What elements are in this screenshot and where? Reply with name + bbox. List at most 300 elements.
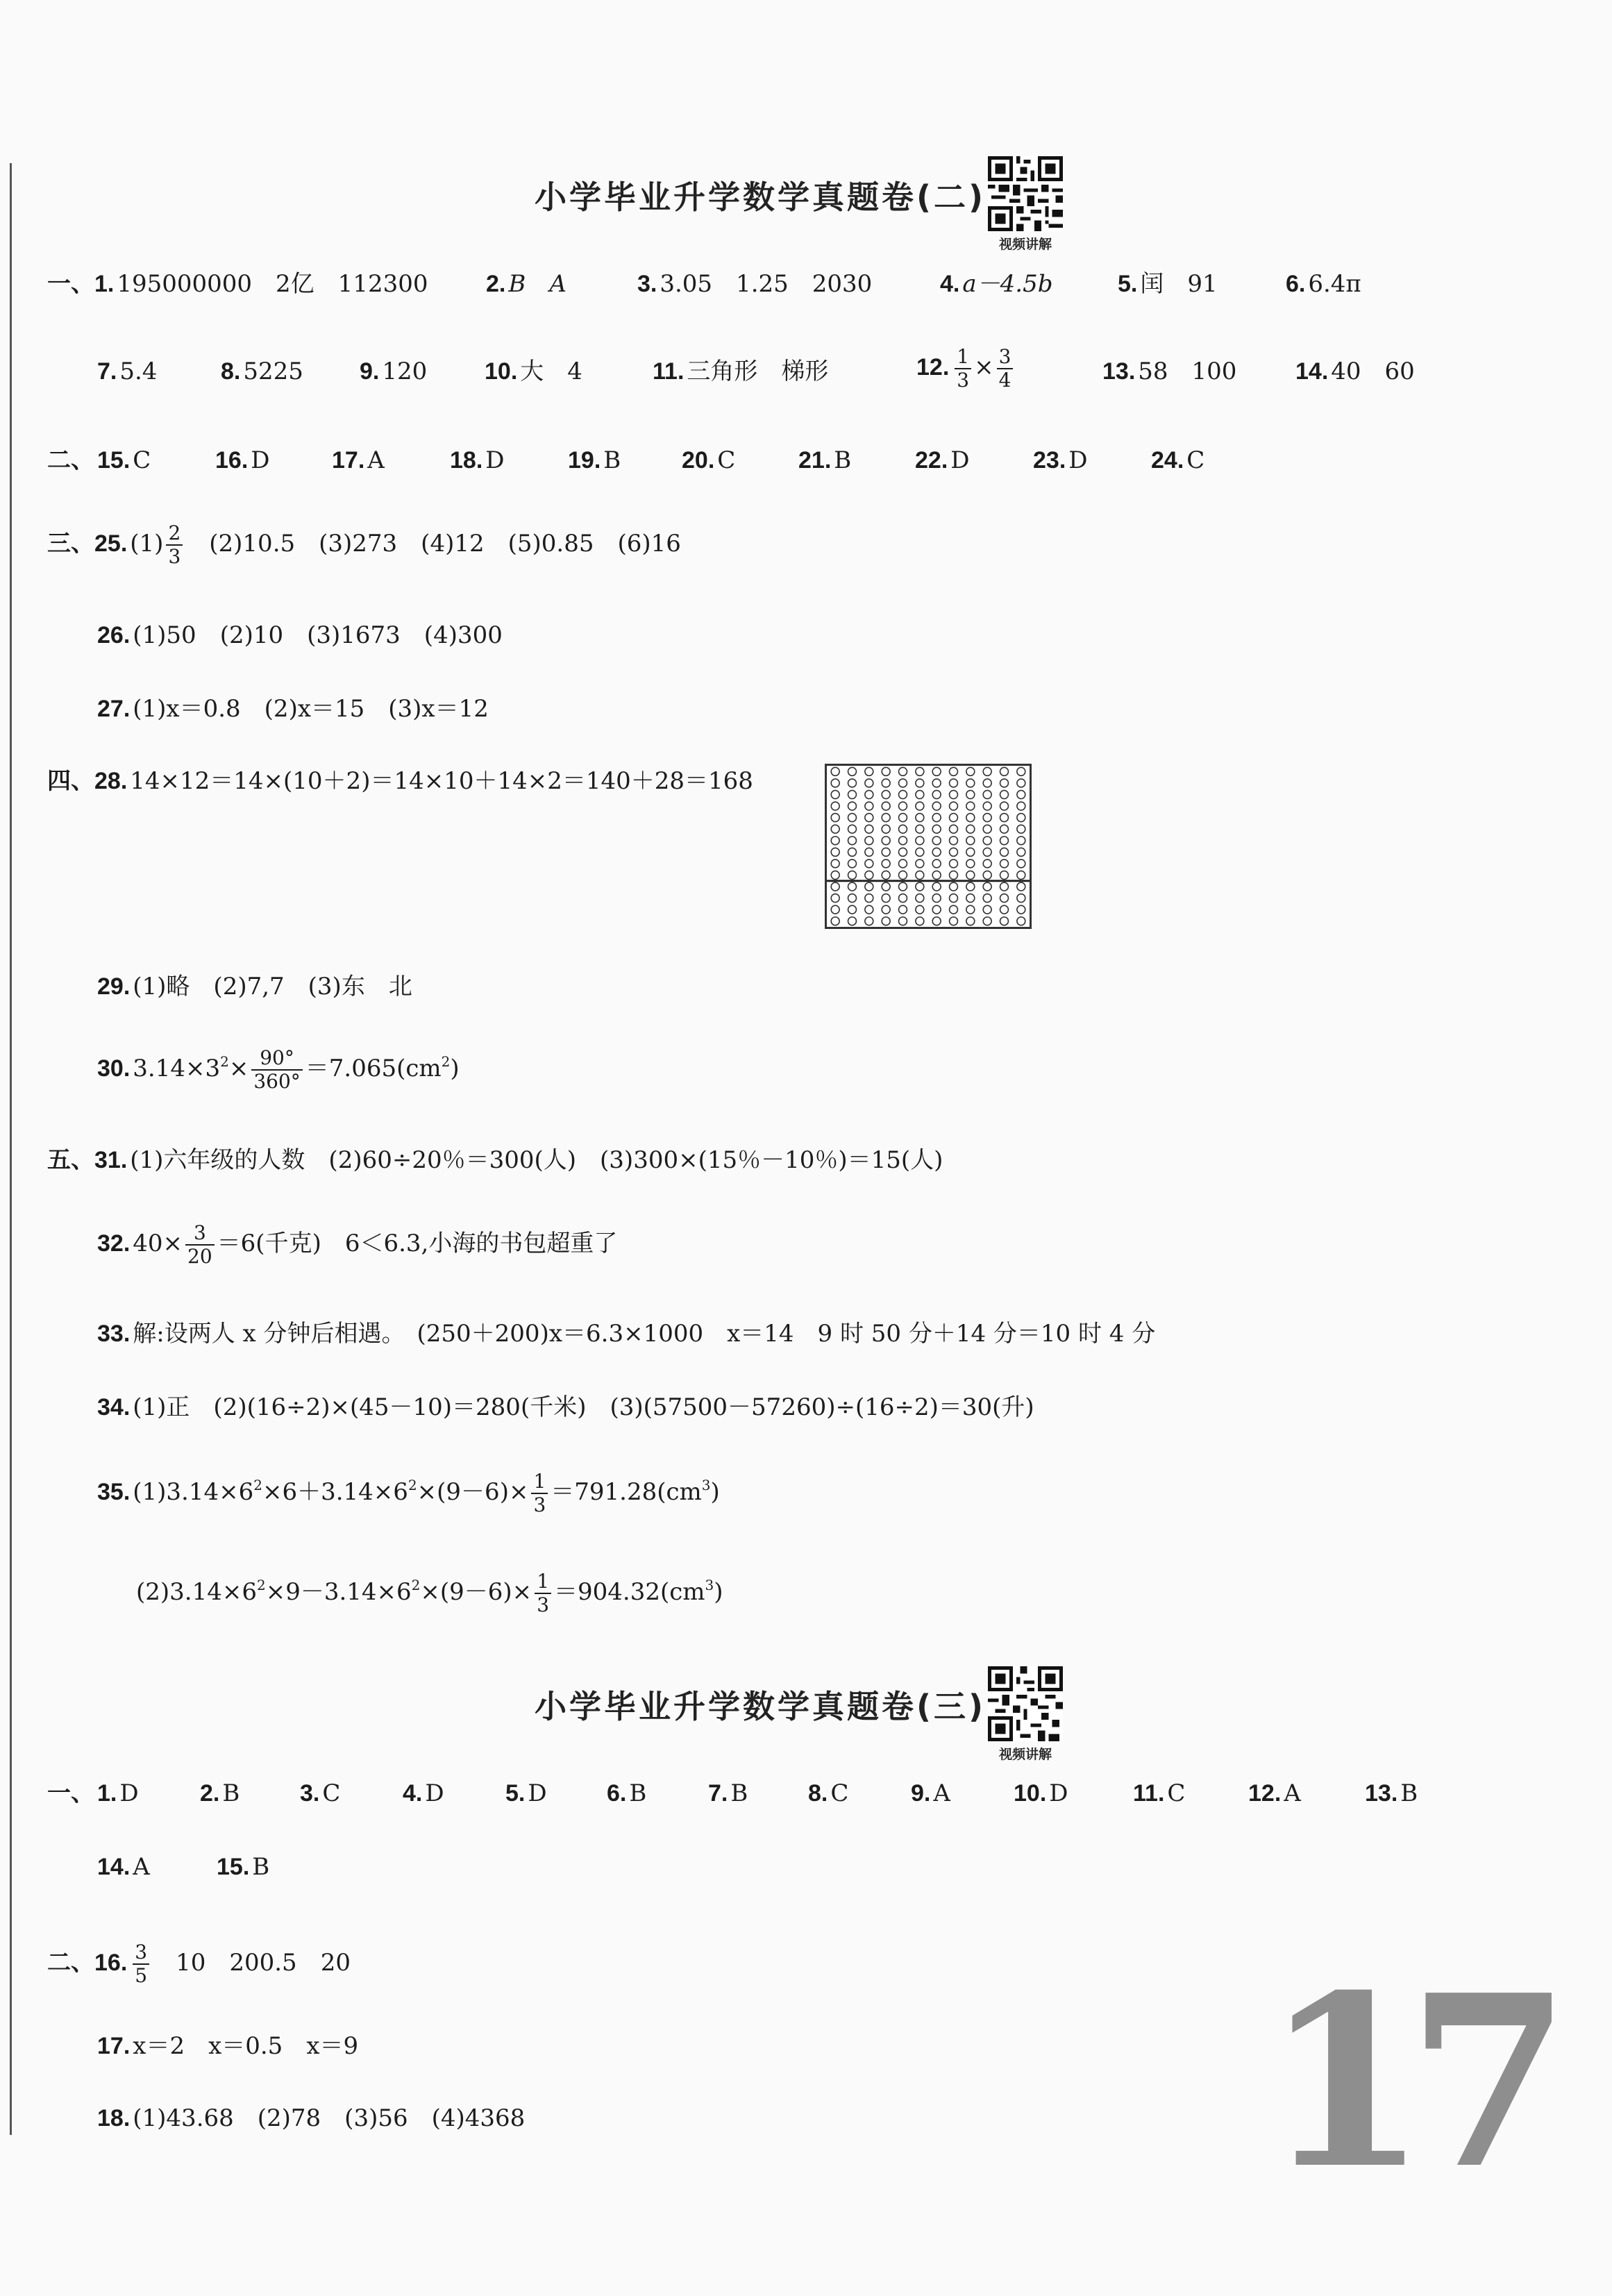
- dot: [916, 882, 924, 891]
- dot: [916, 767, 924, 776]
- dot: [950, 814, 958, 822]
- dot: [865, 825, 873, 833]
- dot: [966, 871, 975, 879]
- question-number: 1.: [97, 1780, 117, 1807]
- choice-answer: [798, 446, 852, 474]
- answer-text: 解:设两人 x 分钟后相遇。 (250＋200)x＝6.3×1000 x＝14 9 时 50 分＋14 分＝10 时 4 分: [133, 1320, 1156, 1348]
- dot: [1017, 802, 1025, 810]
- dot: [950, 871, 958, 879]
- fraction: $\frac{1}{3}$: [955, 346, 971, 392]
- margin-rule: [10, 163, 12, 2135]
- answer-text: (1)x＝0.8 (2)x＝15 (3)x＝12: [133, 695, 489, 723]
- dot: [831, 779, 839, 787]
- question-number: 19.: [568, 447, 601, 474]
- dot: [950, 837, 958, 845]
- dot: [983, 905, 991, 914]
- dot: [1017, 905, 1025, 914]
- question-number: 27.: [97, 696, 131, 722]
- answer-text: C: [322, 1779, 341, 1807]
- dot: [932, 779, 941, 787]
- answer-text: C: [717, 446, 736, 474]
- answer-text: B: [603, 446, 621, 474]
- q16-answer: [47, 1941, 351, 1987]
- dot: [831, 917, 839, 925]
- question-number: 5.: [505, 1780, 526, 1807]
- choice-answer: [708, 1779, 748, 1807]
- question-number: 12.: [916, 354, 950, 381]
- question-number: 29.: [97, 973, 131, 1000]
- section-label: 五、: [47, 1146, 94, 1174]
- answer-text: B: [222, 1779, 240, 1807]
- dot: [899, 871, 907, 879]
- exponent: 3: [701, 1477, 711, 1494]
- dot: [848, 882, 857, 891]
- choice-answer: [97, 1855, 150, 1879]
- dot: [865, 894, 873, 903]
- answer-text: 三角形 梯形: [687, 358, 829, 385]
- dot: [848, 837, 857, 845]
- dot: [899, 848, 907, 856]
- dot: [831, 767, 839, 776]
- dot: [1017, 917, 1025, 925]
- dot: [1017, 825, 1025, 833]
- expr: (2)3.14×6: [136, 1578, 257, 1607]
- dot: [865, 917, 873, 925]
- section-label: 二、: [47, 446, 94, 474]
- expr: 40×: [133, 1230, 183, 1258]
- dot: [1017, 790, 1025, 798]
- answer-text: B: [730, 1779, 748, 1807]
- answer-text: D: [1049, 1779, 1068, 1807]
- dot: [916, 779, 924, 787]
- answer-text: B: [252, 1853, 270, 1881]
- choice-answer: [217, 1855, 269, 1879]
- dot: [899, 905, 907, 914]
- question-number: 28.: [94, 768, 128, 794]
- exam3-title: 小学毕业升学数学真题卷(三): [535, 1688, 986, 1725]
- dot: [1000, 860, 1009, 868]
- expr: ×6＋3.14×6: [262, 1478, 408, 1507]
- dot: [882, 837, 890, 845]
- dot: [983, 802, 991, 810]
- exponent: 2: [411, 1577, 421, 1594]
- dot: [899, 860, 907, 868]
- question-number: 9.: [360, 358, 380, 385]
- exponent: 2: [441, 1053, 451, 1071]
- expr: ×9－3.14×6: [265, 1578, 412, 1607]
- dot: [882, 790, 890, 798]
- dot: [916, 860, 924, 868]
- fraction: $\frac{2}{3}$: [166, 522, 183, 568]
- q11-answer: [653, 360, 828, 383]
- dot: [865, 779, 873, 787]
- exponent: 2: [256, 1577, 266, 1594]
- answer-text: ＝6(千克) 6＜6.3,小海的书包超重了: [217, 1230, 618, 1258]
- q5-answer: [1118, 272, 1218, 296]
- question-number: 15.: [97, 447, 131, 474]
- dot: [1000, 917, 1009, 925]
- question-number: 16.: [94, 1950, 128, 1977]
- choice-answer: [505, 1779, 547, 1807]
- dot: [1017, 894, 1025, 903]
- dot: [899, 894, 907, 903]
- dot: [865, 882, 873, 891]
- dot: [848, 814, 857, 822]
- answer-text: (1)正 (2)(16÷2)×(45－10)＝280(千米) (3)(57500－57260)÷(16÷2)＝30(升): [133, 1393, 1034, 1421]
- dot: [932, 860, 941, 868]
- question-number: 25.: [94, 530, 128, 558]
- choice-answer: [1014, 1779, 1068, 1807]
- answer-text: A: [933, 1779, 950, 1807]
- dot: [1000, 814, 1009, 822]
- question-number: 11.: [1133, 1780, 1165, 1807]
- dot: [966, 917, 975, 925]
- dot: [882, 860, 890, 868]
- dot: [848, 860, 857, 868]
- dot: [1000, 837, 1009, 845]
- qr-code-icon[interactable]: [988, 156, 1063, 231]
- dot: [1017, 871, 1025, 879]
- choice-answer: [97, 446, 151, 474]
- question-number: 18.: [450, 447, 483, 474]
- dot: [966, 894, 975, 903]
- answer-text: (1)略 (2)7,7 (3)东 北: [133, 973, 412, 1000]
- dot: [916, 894, 924, 903]
- fraction: $\frac{3}{4}$: [997, 346, 1014, 392]
- exam2-title: 小学毕业升学数学真题卷(二): [535, 178, 986, 216]
- dot: [983, 871, 991, 879]
- answer-text: B: [629, 1779, 647, 1807]
- question-number: 20.: [682, 447, 715, 474]
- answer-text: D: [251, 446, 270, 474]
- q9-answer: [360, 360, 427, 383]
- choice-answer: [215, 446, 270, 474]
- choice-answer: [300, 1779, 341, 1807]
- question-number: 34.: [97, 1394, 131, 1421]
- question-number: 33.: [97, 1321, 131, 1347]
- question-number: 13.: [1102, 358, 1136, 385]
- dot: [983, 790, 991, 798]
- q27-answer: [97, 697, 489, 721]
- part-label: (1): [130, 530, 164, 558]
- answer-text: (1)43.68 (2)78 (3)56 (4)4368: [133, 2104, 526, 2132]
- expr: (1)3.14×6: [133, 1478, 254, 1507]
- dot: [848, 790, 857, 798]
- section-label: 四、: [47, 767, 94, 795]
- expr: ): [710, 1478, 720, 1507]
- expr: 3.14×3: [133, 1055, 221, 1083]
- q35-answer-part2: [136, 1570, 723, 1616]
- answer-text: 闰 91: [1140, 270, 1218, 298]
- answer-text: C: [1186, 446, 1205, 474]
- question-number: 3.: [300, 1780, 320, 1807]
- expr: ×(9－6)×: [417, 1478, 529, 1507]
- dot: [916, 814, 924, 822]
- dot: [932, 790, 941, 798]
- question-number: 31.: [94, 1147, 128, 1173]
- q7-answer: [97, 360, 157, 383]
- page-number: 17: [1263, 1944, 1551, 2221]
- dot-array-figure: [825, 764, 1032, 929]
- answer-text: 40 60: [1331, 358, 1415, 385]
- dot: [983, 894, 991, 903]
- dot: [848, 894, 857, 903]
- dot: [1017, 814, 1025, 822]
- question-number: 16.: [215, 447, 249, 474]
- question-number: 26.: [97, 622, 131, 648]
- answer-text: A: [133, 1853, 150, 1881]
- q6-answer: [1286, 272, 1361, 296]
- choice-answer: [568, 446, 621, 474]
- choice-answer: [915, 446, 970, 474]
- dot: [899, 917, 907, 925]
- answer-text: A: [1284, 1779, 1301, 1807]
- dot: [1000, 848, 1009, 856]
- dot: [1017, 882, 1025, 891]
- question-number: 17.: [97, 2033, 131, 2059]
- answer-text: a－4.5b: [962, 270, 1053, 298]
- question-number: 15.: [217, 1854, 250, 1880]
- fraction: $\frac{1}{3}$: [531, 1470, 548, 1516]
- q30-answer: [97, 1047, 460, 1093]
- choice-answer: [1248, 1779, 1301, 1807]
- answer-text: A: [367, 446, 385, 474]
- dot: [899, 837, 907, 845]
- dot: [916, 905, 924, 914]
- choice-answer: [1033, 446, 1088, 474]
- answer-text: 5.4: [119, 358, 158, 385]
- answer-text: D: [1068, 446, 1088, 474]
- expr: ＝7.065(cm: [305, 1055, 442, 1083]
- dot: [1000, 767, 1009, 776]
- question-number: 7.: [97, 358, 117, 385]
- section-label: 二、: [47, 1949, 94, 1977]
- dot: [865, 905, 873, 914]
- dot: [899, 790, 907, 798]
- dot: [932, 871, 941, 879]
- q32-answer: [97, 1222, 617, 1268]
- dot: [966, 837, 975, 845]
- dot: [966, 882, 975, 891]
- dot: [983, 837, 991, 845]
- dot: [1000, 905, 1009, 914]
- dot: [966, 825, 975, 833]
- dot: [865, 871, 873, 879]
- dot: [865, 860, 873, 868]
- dot: [983, 814, 991, 822]
- dot: [831, 848, 839, 856]
- question-number: 9.: [911, 1780, 931, 1807]
- dot: [932, 905, 941, 914]
- dot: [950, 802, 958, 810]
- question-number: 4.: [403, 1780, 423, 1807]
- dot: [899, 802, 907, 810]
- dot: [932, 894, 941, 903]
- dot: [831, 837, 839, 845]
- question-number: 11.: [653, 358, 685, 385]
- dot: [882, 848, 890, 856]
- dot: [983, 882, 991, 891]
- question-number: 8.: [221, 358, 241, 385]
- question-number: 18.: [97, 2105, 131, 2131]
- dot: [950, 860, 958, 868]
- question-number: 23.: [1033, 447, 1066, 474]
- question-number: 5.: [1118, 271, 1138, 297]
- choice-answer: [1133, 1779, 1186, 1807]
- dot: [983, 848, 991, 856]
- q34-answer: [97, 1393, 1034, 1421]
- qr-caption: 视频讲解: [998, 237, 1052, 252]
- dot: [1017, 837, 1025, 845]
- dot: [1017, 848, 1025, 856]
- q25-answer: [47, 522, 681, 568]
- dot: [882, 767, 890, 776]
- dot: [966, 767, 975, 776]
- answer-text: 14×12＝14×(10＋2)＝14×10＋14×2＝140＋28＝168: [130, 767, 753, 795]
- answer-text: D: [485, 446, 505, 474]
- dot: [932, 917, 941, 925]
- choice-answer: [607, 1779, 647, 1807]
- question-number: 10.: [1014, 1780, 1047, 1807]
- section-label: 三、: [47, 530, 94, 558]
- dot: [882, 905, 890, 914]
- dot: [950, 882, 958, 891]
- dot: [1000, 894, 1009, 903]
- dot: [950, 779, 958, 787]
- q1-answer: [47, 272, 428, 296]
- answer-text: (1)50 (2)10 (3)1673 (4)300: [133, 621, 503, 649]
- dot: [916, 790, 924, 798]
- dot: [848, 802, 857, 810]
- answer-text: 3.05 1.25 2030: [660, 270, 873, 298]
- question-number: 24.: [1151, 447, 1184, 474]
- choice-answer: [1365, 1779, 1418, 1807]
- dot: [831, 882, 839, 891]
- question-number: 32.: [97, 1230, 131, 1257]
- answer-text: 10 200.5 20: [152, 1949, 351, 1977]
- question-number: 13.: [1365, 1780, 1398, 1807]
- dot: [865, 837, 873, 845]
- q3-answer: [637, 272, 872, 296]
- dot: [932, 802, 941, 810]
- exponent: 3: [705, 1577, 714, 1594]
- dot: [966, 860, 975, 868]
- choice-answer: [97, 1779, 139, 1807]
- dot: [899, 779, 907, 787]
- question-number: 21.: [798, 447, 832, 474]
- dot: [865, 814, 873, 822]
- dot: [899, 814, 907, 822]
- dot: [932, 825, 941, 833]
- choice-answer: [450, 446, 505, 474]
- dot: [882, 894, 890, 903]
- dot: [1000, 790, 1009, 798]
- dot: [882, 814, 890, 822]
- question-number: 12.: [1248, 1780, 1282, 1807]
- dot: [950, 905, 958, 914]
- choice-answer: [911, 1779, 950, 1807]
- q35-answer-part1: [97, 1470, 720, 1516]
- choice-answer: [332, 446, 385, 474]
- question-number: 7.: [708, 1780, 728, 1807]
- dot: [950, 790, 958, 798]
- q14-answer: [1295, 360, 1415, 383]
- choice-answer: [200, 1779, 240, 1807]
- dot: [831, 825, 839, 833]
- dot: [983, 825, 991, 833]
- answer-text: D: [950, 446, 970, 474]
- dot: [848, 871, 857, 879]
- question-number: 30.: [97, 1055, 131, 1082]
- question-number: 35.: [97, 1479, 131, 1506]
- fraction: $\frac{90^\circ}{360^\circ}$: [251, 1047, 302, 1093]
- answer-text: 大 4: [520, 358, 582, 385]
- question-number: 4.: [940, 271, 960, 297]
- qr-code-icon[interactable]: [988, 1666, 1063, 1741]
- dot: [966, 905, 975, 914]
- dot: [1017, 860, 1025, 868]
- question-number: 1.: [94, 271, 115, 297]
- answer-text: B: [1400, 1779, 1418, 1807]
- q31-answer: [47, 1148, 943, 1172]
- expr: ＝904.32(cm: [554, 1578, 705, 1607]
- dot: [899, 767, 907, 776]
- dot: [882, 871, 890, 879]
- dot: [966, 790, 975, 798]
- answer-text: B A: [508, 270, 566, 298]
- dot: [916, 848, 924, 856]
- q4-answer: [940, 272, 1052, 296]
- dot: [1017, 767, 1025, 776]
- dot: [966, 779, 975, 787]
- q26-answer: [97, 623, 503, 647]
- dot: [983, 779, 991, 787]
- answer-text: 58 100: [1138, 358, 1237, 385]
- dot: [848, 905, 857, 914]
- choice-answer: [1151, 446, 1205, 474]
- question-number: 14.: [1295, 358, 1329, 385]
- dot: [916, 871, 924, 879]
- dot: [899, 882, 907, 891]
- dot: [831, 860, 839, 868]
- question-number: 17.: [332, 447, 365, 474]
- dot: [932, 882, 941, 891]
- dot: [932, 837, 941, 845]
- dot: [983, 860, 991, 868]
- answer-text: D: [528, 1779, 547, 1807]
- expr: ＝791.28(cm: [551, 1478, 702, 1507]
- dot: [1000, 779, 1009, 787]
- choice-answer: [808, 1779, 849, 1807]
- dot: [950, 917, 958, 925]
- answer-text: D: [425, 1779, 444, 1807]
- dot: [831, 814, 839, 822]
- qr-caption: 视频讲解: [998, 1747, 1052, 1762]
- dot: [950, 767, 958, 776]
- expr: ): [714, 1578, 723, 1607]
- dot: [950, 825, 958, 833]
- dot: [882, 802, 890, 810]
- dot: [1000, 825, 1009, 833]
- dot: [966, 802, 975, 810]
- q2-answer: [486, 272, 566, 296]
- question-number: 22.: [915, 447, 948, 474]
- dot: [831, 894, 839, 903]
- question-number: 6.: [607, 1780, 627, 1807]
- dot: [1000, 882, 1009, 891]
- dot: [831, 905, 839, 914]
- dot: [882, 917, 890, 925]
